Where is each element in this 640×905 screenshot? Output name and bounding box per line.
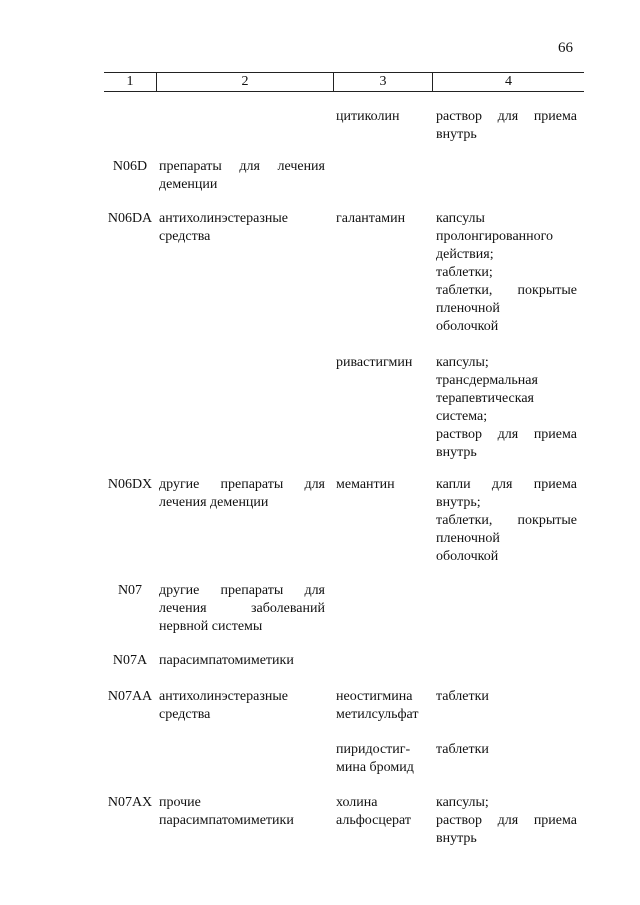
drug-name [336,108,434,126]
cell-line: капли для приема [436,477,577,492]
cell-line: внутрь; [436,495,481,510]
cell-line: таблетки [436,689,489,704]
cell-line: нервной системы [159,619,263,634]
cell-line: оболочкой [436,549,499,564]
cell-line: таблетки, покрытые [436,513,577,528]
page-number: 66 [558,40,573,56]
header-col-1: 1 [126,74,134,89]
group-name [159,158,325,194]
cell-line: парасимпатомиметики [159,653,294,668]
dosage-form [436,794,577,848]
group-name [159,210,325,246]
atc-code: N06DX [107,477,153,492]
cell-line: раствор для приема [436,813,577,828]
cell-line: раствор для приема [436,427,577,442]
atc-code: N07 [117,583,143,598]
cell-line: таблетки, покрытые [436,283,577,298]
dosage-form [436,688,577,706]
atc-code: N06DA [107,211,153,226]
cell-line: парасимпатомиметики [159,813,294,828]
cell-line: антихолинэстеразные [159,689,288,704]
cell-line: метилсульфат [336,707,419,722]
atc-code: N07A [112,653,148,668]
cell-line: лечения деменции [159,495,269,510]
cell-line: пленочной [436,301,500,316]
drug-name [336,688,434,724]
drug-name [336,741,434,777]
cell-line: система; [436,409,488,424]
cell-line: пленочной [436,531,500,546]
cell-line: альфосцерат [336,813,412,828]
cell-line: внутрь [436,831,477,846]
cell-line: трансдермальная [436,373,538,388]
dosage-form [436,108,577,144]
header-col-2: 2 [241,74,249,89]
cell-line: капсулы; [436,355,489,370]
dosage-form [436,210,577,336]
cell-line: средства [159,707,211,722]
group-name [159,476,325,512]
cell-line: таблетки; [436,265,493,280]
atc-code: N06D [112,159,148,174]
dosage-form [436,741,577,759]
dosage-form [436,354,577,462]
cell-line: препараты для лечения [159,159,325,174]
cell-line: галантамин [336,211,406,226]
cell-line: цитиколин [336,109,400,124]
drug-name [336,210,434,228]
drug-name [336,476,434,494]
cell-line: холина [336,795,378,810]
header-col-3: 3 [379,74,387,89]
cell-line: прочие [159,795,201,810]
cell-line: деменции [159,177,218,192]
dosage-form [436,476,577,566]
group-name [159,652,325,670]
cell-line: антихолинэстеразные [159,211,288,226]
cell-line: внутрь [436,445,477,460]
cell-line: терапевтическая [436,391,534,406]
cell-line: неостигмина [336,689,413,704]
cell-line: ривастигмин [336,355,413,370]
drug-name [336,354,434,372]
cell-line: пролонгированного [436,229,554,244]
cell-line: внутрь [436,127,477,142]
atc-code: N07AX [107,795,153,810]
header-col-4: 4 [505,74,512,89]
cell-line: пиридостиг- [336,742,411,757]
atc-code: N07AA [107,689,153,704]
cell-line: другие препараты для [159,477,325,492]
cell-line: капсулы; [436,795,489,810]
table-header [104,72,584,92]
cell-line: раствор для приема [436,109,577,124]
cell-line: лечения заболеваний [159,601,325,616]
cell-line: средства [159,229,211,244]
cell-line: другие препараты для [159,583,325,598]
drug-name [336,794,434,830]
cell-line: мина бромид [336,760,414,775]
cell-line: оболочкой [436,319,499,334]
group-name [159,688,325,724]
group-name [159,582,325,636]
cell-line: мемантин [336,477,395,492]
cell-line: капсулы [436,211,485,226]
cell-line: таблетки [436,742,489,757]
group-name [159,794,325,830]
cell-line: действия; [436,247,494,262]
